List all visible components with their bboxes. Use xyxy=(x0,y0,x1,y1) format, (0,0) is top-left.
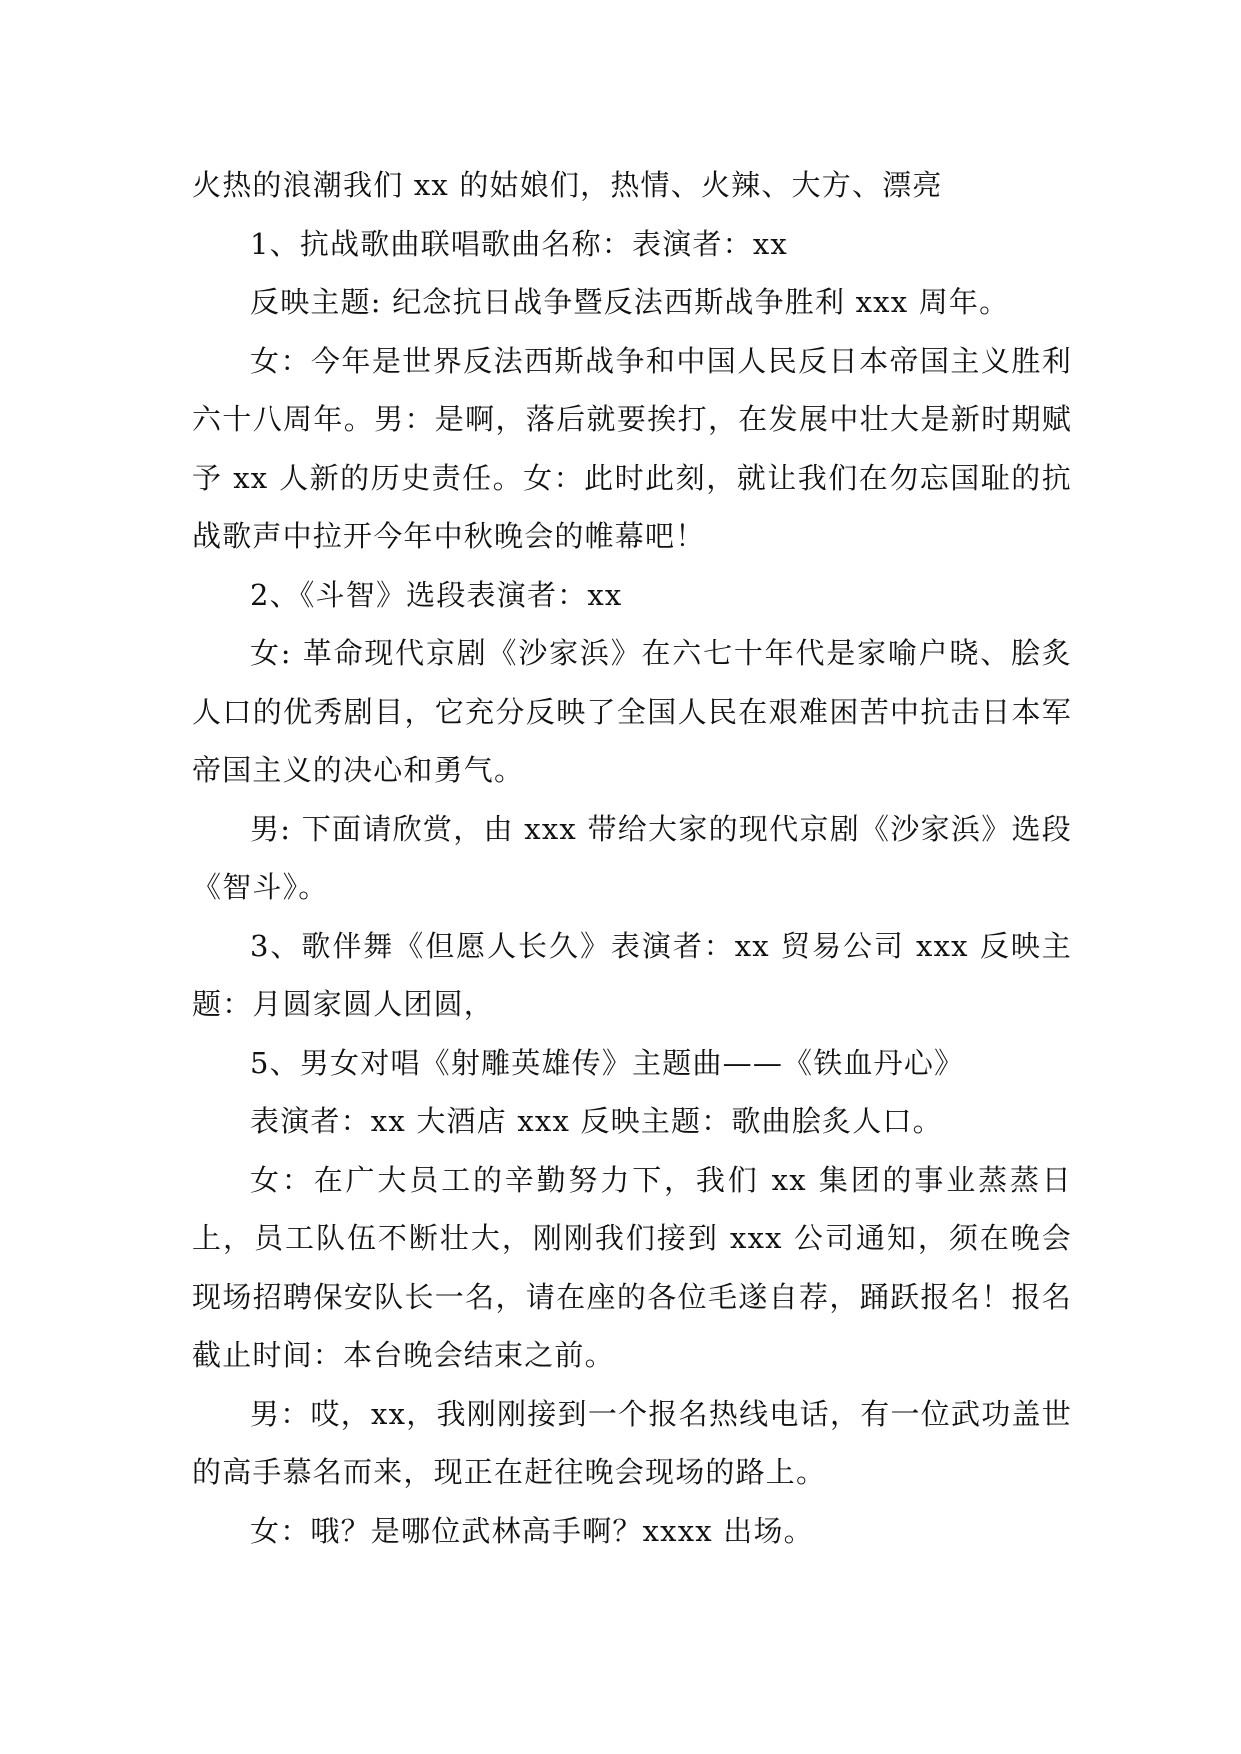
paragraph-13: 女：哦？是哪位武林高手啊？xxxx 出场。 xyxy=(250,1513,814,1548)
paragraph-1: 火热的浪潮我们 xx 的姑娘们，热情、火辣、大方、漂亮 xyxy=(192,168,943,202)
document-body xyxy=(192,156,1072,1560)
paragraph-3: 反映主题: 纪念抗日战争暨反法西斯战争胜利 xxx 周年。 xyxy=(250,285,1010,319)
paragraph-10: 表演者：xx 大酒店 xxx 反映主题：歌曲脍炙人口。 xyxy=(250,1104,943,1138)
paragraph-11: 女：在广大员工的辛勤努力下，我们 xx 集团的事业蒸蒸日上，员工队伍不断壮大，刚刚我们接到 xxx 公司通知，须在晚会现场招聘保安队长一名，请在座的各位毛遂自荐，踊跃报名！报名截止时间：本台晚会结束之前。 xyxy=(192,1162,1072,1372)
paragraph-2: 1、抗战歌曲联唱歌曲名称：表演者：xx xyxy=(250,226,788,261)
paragraph-12: 男：哎，xx，我刚刚接到一个报名热线电话，有一位武功盖世的高手慕名而来，现正在赶往晚会现场的路上。 xyxy=(192,1396,1072,1489)
paragraph-4: 女：今年是世界反法西斯战争和中国人民反日本帝国主义胜利六十八周年。男：是啊，落后就要挨打，在发展中壮大是新时期赋予 xx 人新的历史责任。女：此时此刻，就让我们在勿忘国耻的抗战歌声中拉开今年中秋晚会的帷幕吧！ xyxy=(192,343,1072,553)
paragraph-5: 2、《斗智》选段表演者：xx xyxy=(250,577,623,612)
paragraph-9: 5、男女对唱《射雕英雄传》主题曲——《铁血丹心》 xyxy=(250,1045,965,1080)
paragraph-6: 女: 革命现代京剧《沙家浜》在六七十年代是家喻户晓、脍炙人口的优秀剧目，它充分反映了全国人民在艰难困苦中抗击日本军帝国主义的决心和勇气。 xyxy=(192,636,1072,787)
paragraph-7: 男: 下面请欣赏，由 xxx 带给大家的现代京剧《沙家浜》选段《智斗》。 xyxy=(192,811,1072,904)
paragraph-8: 3、歌伴舞《但愿人长久》表演者：xx 贸易公司 xxx 反映主题：月圆家圆人团圆， xyxy=(192,928,1072,1021)
